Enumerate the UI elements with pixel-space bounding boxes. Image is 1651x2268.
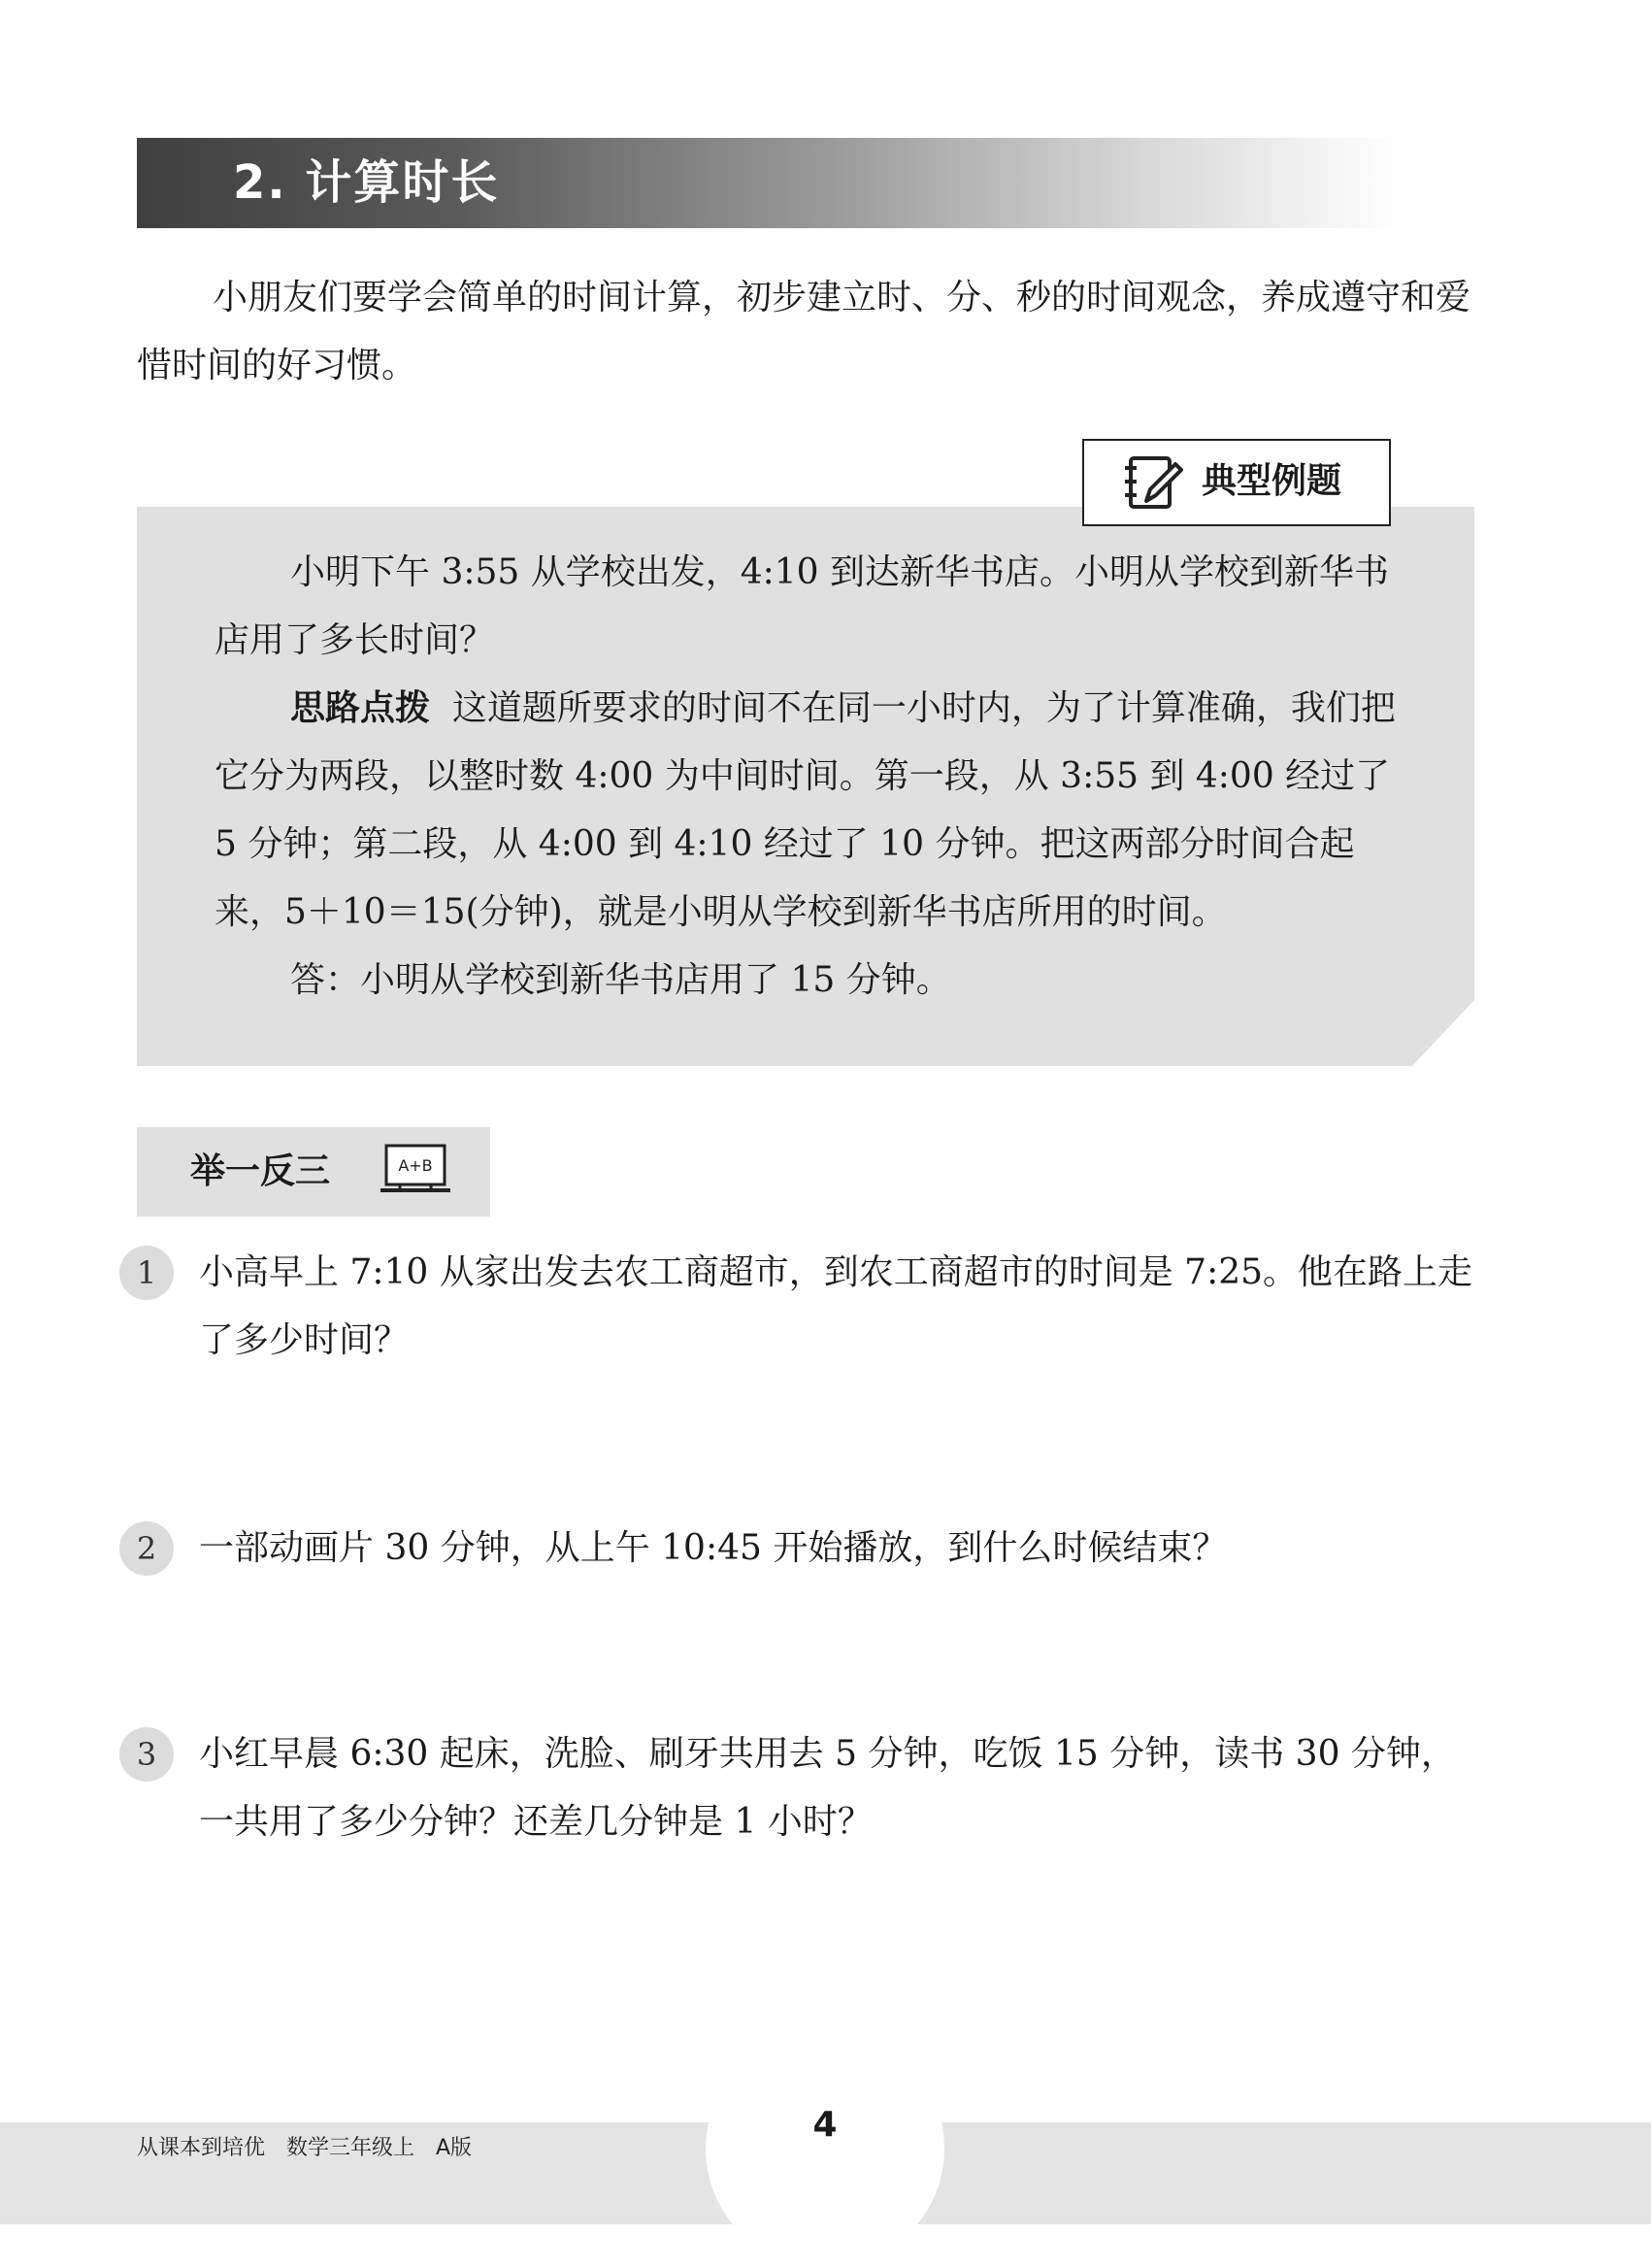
example-content <box>215 539 1418 1015</box>
example-answer: 答：小明从学校到新华书店用了 15 分钟。 <box>290 960 951 1000</box>
example-hint <box>215 675 1418 947</box>
blackboard-icon <box>380 1142 450 1196</box>
question-text-2: 一部动画片 30 分钟，从上午 10:45 开始播放，到什么时候结束？ <box>199 1528 1228 1568</box>
question-text-3: 小红早晨 6:30 起床，洗脸、刷牙共用去 5 分钟，吃饭 15 分钟，读书 30 分钟，一共用了多少分钟？还差几分钟是 1 小时？ <box>199 1734 1456 1842</box>
question-number-2: 2 <box>119 1521 174 1576</box>
example-tag-label: 典型例题 <box>1202 461 1342 501</box>
question-number-3: 3 <box>119 1727 174 1782</box>
blackboard-icon-text: A+B <box>398 1156 433 1175</box>
footer-book-info: 从课本到培优 数学三年级上 A版 <box>137 2136 473 2160</box>
page-number: 4 <box>812 2105 838 2145</box>
hint-text: 这道题所要求的时间不在同一小时内，为了计算准确，我们把它分为两段，以整时数 4:00 为中间时间。第一段，从 3:55 到 4:00 经过了 5 分钟；第二段，从 4:00 到 4:10 经过了 10 分钟。把这两部分时间合起来，5＋10＝15(分钟)，就是小明从学校到新华书店所用的时间。 <box>215 688 1396 932</box>
question-number-1: 1 <box>119 1246 174 1300</box>
hint-label: 思路点拨 <box>290 688 431 728</box>
page-number-circle <box>706 2029 944 2268</box>
example-question: 小明下午 3:55 从学校出发，4:10 到达新华书店。小明从学校到新华书店用了多长时间？ <box>215 552 1390 660</box>
question-text-1: 小高早上 7:10 从家出发去农工商超市，到农工商超市的时间是 7:25。他在路上走了多少时间？ <box>199 1252 1473 1360</box>
notebook-pencil-icon <box>1121 452 1183 513</box>
intro-text: 小朋友们要学会简单的时间计算，初步建立时、分、秒的时间观念，养成遵守和爱惜时间的好习惯。 <box>137 278 1471 385</box>
section-title: 2. 计算时长 <box>233 155 500 210</box>
intro-paragraph <box>137 264 1476 400</box>
practice-title: 举一反三 <box>190 1151 331 1191</box>
